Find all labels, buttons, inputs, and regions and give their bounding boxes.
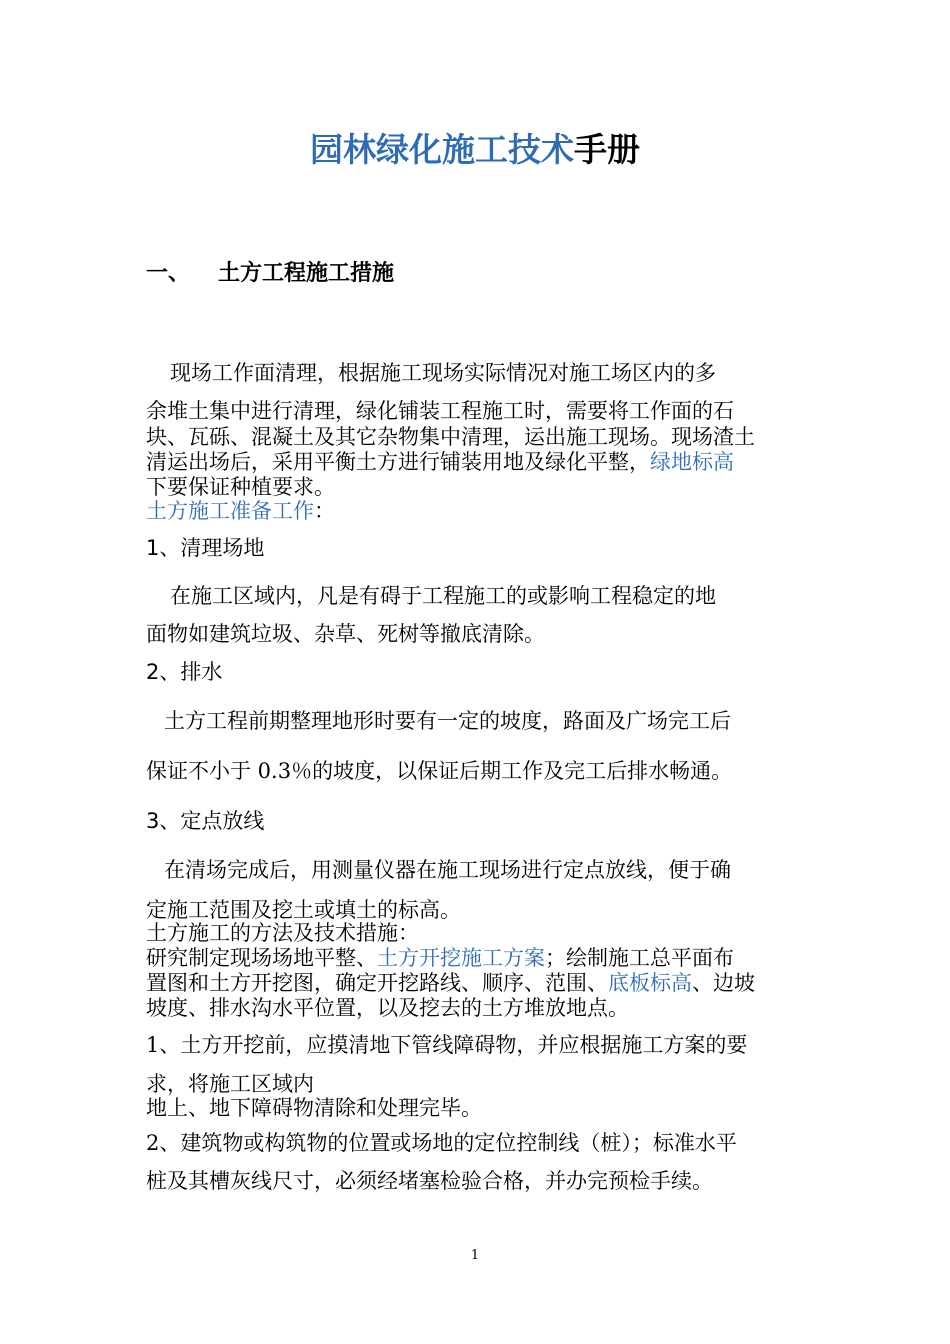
paragraph-line: 余堆土集中进行清理，绿化铺装工程施工时，需要将工作面的石 <box>146 399 734 423</box>
methods-title: 土方施工的方法及技术措施： <box>146 921 419 945</box>
page-number: 1 <box>470 1248 480 1263</box>
paragraph-line: 清运出场后，采用平衡土方进行铺装用地及绿化平整，绿地标高 <box>146 450 734 474</box>
paragraph-line: 2、建筑物或构筑物的位置或场地的定位控制线（桩）；标准水平 <box>146 1131 737 1155</box>
link-floor-elevation[interactable]: 底板标高 <box>608 971 692 995</box>
paragraph-line: 坡度、排水沟水平位置，以及挖去的土方堆放地点。 <box>146 996 629 1020</box>
paragraph-line: 土方工程前期整理地形时要有一定的坡度，路面及广场完工后 <box>164 709 731 733</box>
paragraph-line: 下要保证种植要求。 <box>146 475 335 499</box>
paragraph-line: 面物如建筑垃圾、杂草、死树等撤底清除。 <box>146 622 545 646</box>
paragraph-line: 求，将施工区域内 <box>146 1072 314 1096</box>
page-title <box>0 128 950 172</box>
item-label: 3、定点放线 <box>146 809 265 833</box>
section-title: 土方工程施工措施 <box>218 261 395 286</box>
prep-heading: 土方施工准备工作： <box>146 499 335 523</box>
item-label: 1、清理场地 <box>146 536 265 560</box>
link-excavation-plan[interactable]: 土方开挖施工方案 <box>377 946 545 970</box>
item-label: 2、排水 <box>146 660 223 684</box>
paragraph-line: 在清场完成后，用测量仪器在施工现场进行定点放线，便于确 <box>164 858 731 882</box>
paragraph-line: 1、土方开挖前，应摸清地下管线障碍物，并应根据施工方案的要 <box>146 1033 748 1057</box>
paragraph-line: 在施工区域内，凡是有碍于工程施工的或影响工程稳定的地 <box>170 584 716 608</box>
paragraph-line: 置图和土方开挖图，确定开挖路线、顺序、范围、底板标高、边坡 <box>146 971 755 995</box>
paragraph-line: 地上、地下障碍物清除和处理完毕。 <box>146 1096 482 1120</box>
paragraph-line: 研究制定现场场地平整、土方开挖施工方案；绘制施工总平面布 <box>146 946 734 970</box>
link-green-elevation[interactable]: 绿地标高 <box>650 450 734 474</box>
paragraph-line: 现场工作面清理，根据施工现场实际情况对施工场区内的多 <box>170 361 716 385</box>
paragraph-line: 定施工范围及挖土或填土的标高。 <box>146 898 461 922</box>
title-black: 手册 <box>574 130 640 169</box>
paragraph-line: 桩及其槽灰线尺寸，必须经堵塞检验合格，并办完预检手续。 <box>146 1169 713 1193</box>
paragraph-line: 保证不小于 0.3％的坡度，以保证后期工作及完工后排水畅通。 <box>146 759 733 783</box>
section-heading <box>146 258 394 290</box>
title-blue: 园林绿化施工技术 <box>310 130 574 169</box>
paragraph-line: 块、瓦砾、混凝土及其它杂物集中清理，运出施工现场。现场渣土 <box>146 425 755 449</box>
section-number: 一、 <box>146 261 191 286</box>
link-prep[interactable]: 土方施工准备工作 <box>146 499 314 523</box>
